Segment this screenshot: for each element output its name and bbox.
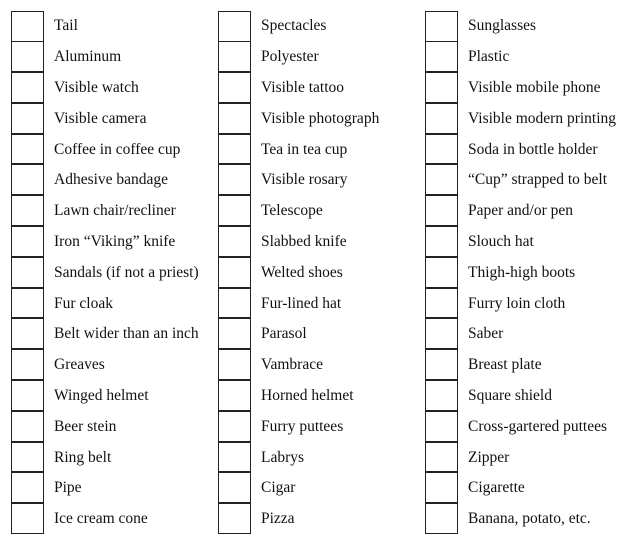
checklist-item-label: Zipper	[468, 448, 510, 466]
checklist-item[interactable]	[11, 165, 199, 196]
checklist-item-label: Tail	[54, 17, 78, 35]
checklist-item[interactable]	[11, 350, 199, 381]
checklist-item[interactable]	[11, 473, 199, 504]
checklist-item[interactable]	[11, 73, 199, 104]
checkbox[interactable]	[11, 72, 44, 103]
checkbox[interactable]	[425, 134, 458, 165]
checkbox[interactable]	[218, 164, 251, 195]
checklist-item-label: Horned helmet	[261, 386, 354, 404]
checkbox[interactable]	[425, 257, 458, 288]
checkbox[interactable]	[11, 226, 44, 257]
checklist-item-label: Fur cloak	[54, 294, 113, 312]
checklist-item-label: Paper and/or pen	[468, 202, 574, 220]
checklist-item[interactable]	[218, 257, 379, 288]
checkbox[interactable]	[218, 11, 251, 42]
checklist-item[interactable]	[425, 196, 616, 227]
checklist-item[interactable]	[11, 442, 199, 473]
checklist-item[interactable]	[425, 257, 616, 288]
checklist-item-label: Welted shoes	[261, 263, 343, 281]
checklist-item-label: Greaves	[54, 356, 105, 374]
checklist-item-label: Visible rosary	[261, 171, 348, 189]
checklist-item[interactable]	[425, 319, 616, 350]
checkbox[interactable]	[218, 503, 251, 534]
checklist-item[interactable]	[425, 103, 616, 134]
checklist-item-label: Polyester	[261, 48, 319, 66]
checklist-item[interactable]	[425, 350, 616, 381]
checklist-item-label: Slabbed knife	[261, 232, 347, 250]
checklist-item-label: Parasol	[261, 325, 307, 343]
checkbox[interactable]	[425, 11, 458, 42]
checklist-item[interactable]	[425, 442, 616, 473]
checklist-item[interactable]	[11, 411, 199, 442]
checklist-item[interactable]	[425, 381, 616, 412]
checklist-item-label: Banana, potato, etc.	[468, 510, 591, 528]
checklist-item[interactable]	[11, 288, 199, 319]
checkbox[interactable]	[425, 288, 458, 319]
checkbox[interactable]	[425, 380, 458, 411]
checkbox[interactable]	[11, 349, 44, 380]
checklist-item[interactable]	[11, 319, 199, 350]
checkbox[interactable]	[11, 195, 44, 226]
checklist-item-label: Furry puttees	[261, 417, 344, 435]
checkbox[interactable]	[11, 11, 44, 42]
checklist-item[interactable]	[218, 504, 379, 535]
checklist-item[interactable]	[218, 350, 379, 381]
checkbox[interactable]	[218, 103, 251, 134]
checklist-item[interactable]	[218, 165, 379, 196]
checklist-item-label: Ice cream cone	[54, 510, 148, 528]
checklist-item[interactable]	[425, 288, 616, 319]
checklist-column-1	[11, 11, 199, 535]
checkbox[interactable]	[425, 103, 458, 134]
checkbox[interactable]	[425, 472, 458, 503]
checklist-item[interactable]	[218, 442, 379, 473]
checklist-item[interactable]	[11, 504, 199, 535]
checkbox[interactable]	[425, 41, 458, 72]
checklist-item[interactable]	[218, 227, 379, 258]
checklist-item[interactable]	[11, 103, 199, 134]
checkbox[interactable]	[11, 164, 44, 195]
checklist-item[interactable]	[218, 73, 379, 104]
checklist-item-label: Sunglasses	[468, 17, 537, 35]
checklist-item[interactable]	[218, 319, 379, 350]
checklist-item-label: Furry loin cloth	[468, 294, 566, 312]
checkbox[interactable]	[425, 442, 458, 473]
checklist-item[interactable]	[425, 227, 616, 258]
checklist-item-label: Breast plate	[468, 356, 542, 374]
checkbox[interactable]	[218, 41, 251, 72]
checklist-item[interactable]	[425, 42, 616, 73]
checkbox[interactable]	[218, 134, 251, 165]
checkbox[interactable]	[11, 472, 44, 503]
checkbox[interactable]	[425, 349, 458, 380]
checkbox[interactable]	[425, 195, 458, 226]
checkbox[interactable]	[218, 411, 251, 442]
checklist-item-label: Coffee in coffee cup	[54, 140, 181, 158]
checklist-item-label: Ring belt	[54, 448, 112, 466]
checkbox[interactable]	[11, 103, 44, 134]
checklist-item-label: Sandals (if not a priest)	[54, 263, 199, 281]
checkbox[interactable]	[218, 380, 251, 411]
checklist-item-label: Visible photograph	[261, 109, 380, 127]
checklist-item[interactable]	[218, 103, 379, 134]
checklist-item-label: Visible camera	[54, 109, 147, 127]
checklist-item[interactable]	[218, 473, 379, 504]
checklist-item-label: Iron “Viking” knife	[54, 232, 176, 250]
checklist-item-label: Soda in bottle holder	[468, 140, 598, 158]
checklist-item[interactable]	[425, 473, 616, 504]
checklist-item-label: Cigarette	[468, 479, 525, 497]
checklist-item-label: Tea in tea cup	[261, 140, 348, 158]
checklist-item-label: Visible mobile phone	[468, 78, 601, 96]
checklist-item[interactable]	[11, 42, 199, 73]
checklist-item[interactable]	[218, 196, 379, 227]
checklist-column-2	[218, 11, 379, 535]
checkbox[interactable]	[218, 442, 251, 473]
checklist-item-label: Labrys	[261, 448, 305, 466]
checkbox[interactable]	[425, 72, 458, 103]
checklist-item-label: Belt wider than an inch	[54, 325, 199, 343]
checklist-item[interactable]	[425, 411, 616, 442]
checklist-item[interactable]	[218, 381, 379, 412]
checklist-item-label: Aluminum	[54, 48, 122, 66]
checklist-item[interactable]	[218, 411, 379, 442]
checklist-item[interactable]	[425, 134, 616, 165]
checklist-item-label: “Cup” strapped to belt	[468, 171, 608, 189]
checklist-item-label: Plastic	[468, 48, 510, 66]
checklist-item[interactable]	[11, 196, 199, 227]
checklist-item[interactable]	[425, 11, 616, 42]
checklist-item[interactable]	[11, 257, 199, 288]
checkbox[interactable]	[11, 134, 44, 165]
checklist-item[interactable]	[218, 11, 379, 42]
checklist-item[interactable]	[425, 73, 616, 104]
checklist-item-label: Adhesive bandage	[54, 171, 169, 189]
checklist-item-label: Beer stein	[54, 417, 117, 435]
checkbox[interactable]	[11, 288, 44, 319]
checkbox[interactable]	[425, 318, 458, 349]
checklist-item-label: Cross-gartered puttees	[468, 417, 608, 435]
checkbox[interactable]	[11, 41, 44, 72]
checklist-item[interactable]	[425, 504, 616, 535]
checkbox[interactable]	[218, 472, 251, 503]
checklist-item[interactable]	[218, 288, 379, 319]
checklist-item-label: Telescope	[261, 202, 323, 220]
checkbox[interactable]	[425, 226, 458, 257]
checklist-item[interactable]	[11, 134, 199, 165]
checklist-item-label: Vambrace	[261, 356, 323, 374]
checkbox[interactable]	[11, 411, 44, 442]
checkbox[interactable]	[218, 318, 251, 349]
checklist-item-label: Thigh-high boots	[468, 263, 576, 281]
checklist-item-label: Slouch hat	[468, 232, 534, 250]
checkbox[interactable]	[425, 411, 458, 442]
checkbox[interactable]	[218, 349, 251, 380]
checkbox[interactable]	[218, 195, 251, 226]
checkbox[interactable]	[218, 257, 251, 288]
checkbox[interactable]	[11, 380, 44, 411]
checklist-item-label: Spectacles	[261, 17, 327, 35]
checklist-column-3	[425, 11, 616, 535]
checklist-item-label: Saber	[468, 325, 504, 343]
checklist-item[interactable]	[11, 11, 199, 42]
checklist-item[interactable]	[218, 134, 379, 165]
checklist-item-label: Square shield	[468, 386, 552, 404]
checkbox[interactable]	[11, 503, 44, 534]
checklist-item[interactable]	[425, 165, 616, 196]
checkbox[interactable]	[11, 318, 44, 349]
checkbox[interactable]	[11, 442, 44, 473]
checklist-item[interactable]	[218, 42, 379, 73]
checklist-item[interactable]	[11, 227, 199, 258]
checklist-item[interactable]	[11, 381, 199, 412]
checklist-item-label: Lawn chair/recliner	[54, 202, 176, 220]
checklist-item-label: Visible modern printing	[468, 109, 617, 127]
checklist-item-label: Winged helmet	[54, 386, 149, 404]
checklist-item-label: Pipe	[54, 479, 82, 497]
checkbox[interactable]	[218, 72, 251, 103]
checkbox[interactable]	[425, 503, 458, 534]
checklist-item-label: Pizza	[261, 510, 295, 528]
checklist-item-label: Visible tattoo	[261, 78, 345, 96]
checklist-item-label: Fur-lined hat	[261, 294, 342, 312]
checkbox[interactable]	[218, 288, 251, 319]
checkbox[interactable]	[218, 226, 251, 257]
checkbox[interactable]	[425, 164, 458, 195]
checklist-item-label: Cigar	[261, 479, 296, 497]
checkbox[interactable]	[11, 257, 44, 288]
checklist-item-label: Visible watch	[54, 78, 139, 96]
